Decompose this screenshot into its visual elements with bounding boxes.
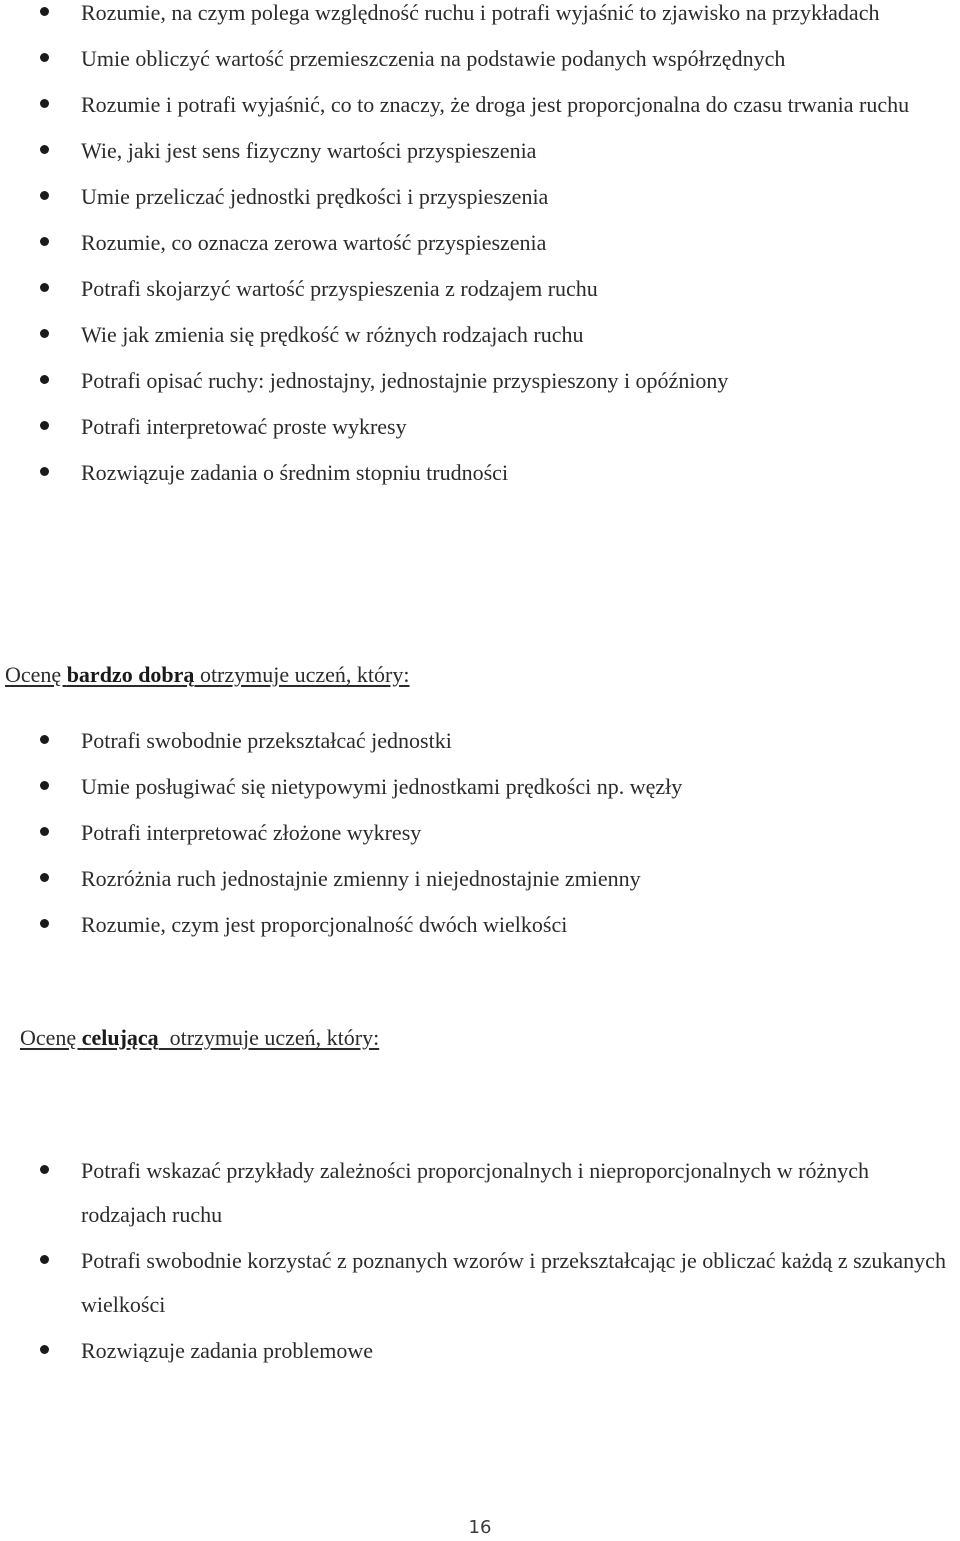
list-item-text: Potrafi swobodnie przekształcać jednostki bbox=[81, 728, 452, 753]
list-bardzo-dobra bbox=[0, 719, 960, 949]
list-item-text: Umie przeliczać jednostki prędkości i przyspieszenia bbox=[81, 184, 549, 209]
list-item bbox=[0, 1149, 960, 1237]
list-item-text: Potrafi interpretować proste wykresy bbox=[81, 414, 407, 439]
bullet-icon bbox=[40, 329, 49, 338]
bullet-icon bbox=[40, 873, 49, 882]
list-item-text: Rozróżnia ruch jednostajnie zmienny i niejednostajnie zmienny bbox=[81, 866, 641, 891]
list-item-text: Rozwiązuje zadania problemowe bbox=[81, 1338, 373, 1363]
bullet-icon bbox=[40, 7, 49, 16]
list-item bbox=[0, 451, 960, 495]
bullet-icon bbox=[40, 145, 49, 154]
bullet-icon bbox=[40, 1345, 49, 1354]
list-item-text: Potrafi swobodnie korzystać z poznanych wzorów i przekształcając je obliczać każdą z szukanych wielkości bbox=[81, 1248, 946, 1317]
list-item-text: Wie, jaki jest sens fizyczny wartości przyspieszenia bbox=[81, 138, 537, 163]
list-item bbox=[0, 405, 960, 449]
heading-grade: bardzo dobrą bbox=[66, 662, 195, 687]
heading-prefix: Ocenę bbox=[20, 1025, 82, 1050]
list-item bbox=[0, 313, 960, 357]
bullet-icon bbox=[40, 919, 49, 928]
page-number: 16 bbox=[468, 1517, 492, 1538]
list-item-text: Potrafi skojarzyć wartość przyspieszenia z rodzajem ruchu bbox=[81, 276, 598, 301]
list-item bbox=[0, 903, 960, 947]
bullet-icon bbox=[40, 1165, 49, 1174]
bullet-icon bbox=[40, 421, 49, 430]
bullet-icon bbox=[40, 191, 49, 200]
bullet-icon bbox=[40, 781, 49, 790]
bullet-icon bbox=[40, 735, 49, 744]
list-item bbox=[0, 719, 960, 763]
list-item-text: Potrafi wskazać przykłady zależności proporcjonalnych i nieproporcjonalnych w różnych rodzajach ruchu bbox=[81, 1158, 870, 1227]
list-item-text: Umie posługiwać się nietypowymi jednostkami prędkości np. węzły bbox=[81, 774, 683, 799]
bullet-icon bbox=[40, 827, 49, 836]
list-celujaca bbox=[0, 1149, 960, 1375]
list-item-text: Rozwiązuje zadania o średnim stopniu trudności bbox=[81, 460, 509, 485]
bullet-icon bbox=[40, 1255, 49, 1264]
list-item bbox=[0, 129, 960, 173]
list-item bbox=[0, 765, 960, 809]
list-item bbox=[0, 359, 960, 403]
bullet-icon bbox=[40, 99, 49, 108]
bullet-icon bbox=[40, 53, 49, 62]
heading-grade: celującą bbox=[81, 1025, 159, 1050]
heading-suffix: otrzymuje uczeń, który: bbox=[158, 1025, 380, 1050]
section-heading-celujaca bbox=[20, 1023, 379, 1053]
list-item bbox=[0, 267, 960, 311]
heading-prefix: Ocenę bbox=[5, 662, 67, 687]
list-item bbox=[0, 83, 960, 127]
list-item-text: Wie jak zmienia się prędkość w różnych rodzajach ruchu bbox=[81, 322, 584, 347]
list-item bbox=[0, 811, 960, 855]
bullet-icon bbox=[40, 283, 49, 292]
list-item-text: Potrafi interpretować złożone wykresy bbox=[81, 820, 422, 845]
list-item bbox=[0, 37, 960, 81]
bullet-icon bbox=[40, 375, 49, 384]
bullet-icon bbox=[40, 237, 49, 246]
list-item-text: Rozumie, na czym polega względność ruchu i potrafi wyjaśnić to zjawisko na przykładach bbox=[81, 0, 880, 25]
list-item bbox=[0, 0, 960, 35]
list-item-text: Umie obliczyć wartość przemieszczenia na podstawie podanych współrzędnych bbox=[81, 46, 786, 71]
list-item-text: Rozumie i potrafi wyjaśnić, co to znaczy, że droga jest proporcjonalna do czasu trwania ruchu bbox=[81, 92, 910, 117]
list-item bbox=[0, 857, 960, 901]
list-item bbox=[0, 175, 960, 219]
list-item-text: Potrafi opisać ruchy: jednostajny, jednostajnie przyspieszony i opóźniony bbox=[81, 368, 729, 393]
list-item-text: Rozumie, co oznacza zerowa wartość przyspieszenia bbox=[81, 230, 547, 255]
list-item bbox=[0, 1329, 960, 1373]
heading-suffix: otrzymuje uczeń, który: bbox=[194, 662, 410, 687]
bullet-icon bbox=[40, 467, 49, 476]
list-dobra bbox=[0, 0, 960, 497]
list-item bbox=[0, 1239, 960, 1327]
section-heading-bardzo-dobra bbox=[5, 660, 409, 690]
list-item-text: Rozumie, czym jest proporcjonalność dwóch wielkości bbox=[81, 912, 568, 937]
list-item bbox=[0, 221, 960, 265]
